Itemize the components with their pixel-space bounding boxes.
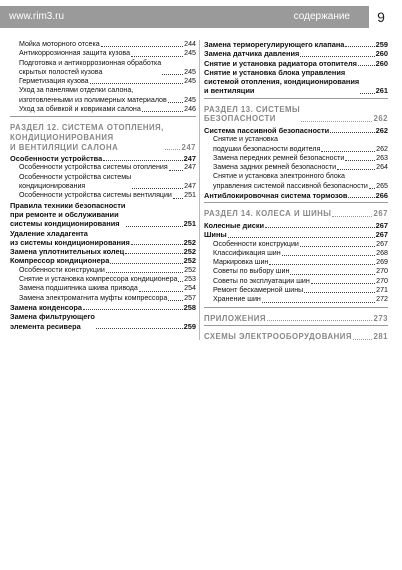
toc-page-number: 244 (184, 40, 196, 48)
toc-subentry[interactable] (10, 275, 196, 284)
toc-page-number: 254 (184, 284, 196, 293)
dot-leader (173, 198, 183, 199)
toc-subentry[interactable] (204, 154, 388, 163)
toc-page-number: 260 (375, 49, 388, 59)
toc-page-number: 253 (184, 275, 196, 284)
toc-entry-title: Мойка моторного отсека (19, 40, 100, 48)
toc-page-number: 262 (373, 114, 388, 124)
dot-leader (125, 253, 182, 254)
toc-page-number: 267 (375, 220, 388, 230)
toc-subentry[interactable] (204, 295, 388, 304)
toc-left-column (10, 40, 196, 331)
dot-leader (178, 281, 183, 282)
toc-entry-title: Замена передних ремней безопасности (213, 153, 345, 162)
dot-leader (300, 246, 375, 247)
toc-page-number: 263 (376, 153, 388, 162)
dot-leader (168, 300, 183, 301)
page-header (0, 6, 388, 28)
toc-entry-title: Классификация шин (213, 248, 281, 257)
toc-subentry[interactable] (204, 286, 388, 295)
toc-page-number: 267 (375, 230, 388, 240)
toc-page-number: 261 (375, 86, 388, 96)
toc-chapter-entry[interactable] (204, 191, 388, 200)
toc-section-heading[interactable] (204, 105, 388, 124)
toc-entry-title: Особенности устройства системы вентиляции (19, 191, 172, 200)
toc-page-number: 267 (376, 239, 388, 248)
toc-subentry[interactable] (204, 172, 388, 191)
dot-leader (301, 121, 372, 122)
toc-page-number: 245 (184, 67, 196, 76)
dot-leader (348, 197, 374, 198)
dot-leader (139, 291, 183, 292)
toc-entry-title: Снятие и установка блока управления системой отопления, кондиционирования и вентиляции (204, 67, 360, 96)
dot-leader (345, 160, 375, 161)
dot-leader (83, 309, 183, 310)
toc-page-number: 273 (373, 313, 388, 323)
toc-subentry[interactable] (204, 240, 388, 249)
toc-entry-title: Замена терморегулирующего клапана (204, 40, 345, 49)
toc-chapter-entry[interactable] (10, 229, 196, 248)
toc-page-number: 262 (375, 125, 388, 135)
toc-page-number: 264 (376, 163, 388, 172)
toc-entry-title: Замена уплотнительных колец (10, 247, 125, 257)
toc-subentry[interactable] (10, 105, 196, 114)
toc-entry-title: Шины (204, 230, 227, 240)
toc-entry-title: Колесные диски (204, 220, 265, 230)
toc-page-number: 272 (376, 295, 388, 304)
toc-subentry[interactable] (10, 49, 196, 58)
toc-section-heading[interactable] (204, 209, 388, 219)
toc-page-number: 247 (184, 163, 196, 172)
section-divider (10, 116, 196, 117)
toc-page-number: 267 (373, 209, 388, 219)
toc-subentry[interactable] (10, 173, 196, 192)
toc-chapter-entry[interactable] (10, 201, 196, 229)
toc-entry-title: Герметизация кузова (19, 77, 89, 86)
toc-page-number: 245 (184, 49, 196, 58)
toc-entry-title: Особенности конструкции (19, 265, 105, 274)
toc-entry-title: Особенности устройства (10, 154, 103, 164)
dot-leader (228, 237, 375, 238)
toc-chapter-entry[interactable] (204, 230, 388, 239)
toc-page-number: 252 (184, 265, 196, 274)
toc-entry-title: Замена подшипника шкива привода (19, 284, 138, 293)
dot-leader (311, 283, 375, 284)
toc-page-number: 252 (183, 237, 196, 247)
toc-subentry[interactable] (204, 258, 388, 267)
toc-subentry[interactable] (10, 191, 196, 200)
toc-entry-title: Подготовка и антикоррозионная обработка скрытых полостей кузова (19, 58, 162, 76)
section-divider (204, 307, 388, 308)
toc-chapter-entry[interactable] (10, 247, 196, 256)
toc-entry-title: Правила техники безопасности при ремонте и обслуживании системы кондиционирования (10, 200, 126, 229)
dot-leader (169, 170, 183, 171)
site-url: www.rim3.ru (9, 11, 65, 22)
toc-chapter-entry[interactable] (10, 256, 196, 265)
toc-chapter-entry[interactable] (204, 68, 388, 96)
dot-leader (101, 46, 183, 47)
toc-page-number: 252 (183, 256, 196, 266)
toc-page-number: 247 (181, 142, 196, 152)
toc-entry-title: Снятие и установка радиатора отопителя (204, 58, 357, 68)
toc-entry-title: Антикоррозионная защита кузова (19, 49, 131, 58)
toc-subentry[interactable] (10, 284, 196, 293)
dot-leader (358, 65, 375, 66)
toc-page-number: 251 (183, 219, 196, 229)
toc-page-number: 281 (373, 332, 388, 342)
toc-subentry[interactable] (10, 59, 196, 78)
toc-entry-title: Советы по выбору шин (213, 267, 290, 276)
toc-chapter-entry[interactable] (10, 303, 196, 312)
dot-leader (265, 227, 375, 228)
toc-entry-title: Замена датчика давления (204, 49, 300, 59)
dot-leader (106, 272, 183, 273)
toc-page-number: 260 (375, 58, 388, 68)
toc-subentry[interactable] (10, 266, 196, 275)
toc-entry-title: Снятие и установка подушки безопасности водителя (213, 135, 321, 153)
toc-entry-title: Снятие и установка компрессора кондиционера (19, 275, 178, 284)
toc-page-number: 258 (183, 302, 196, 312)
toc-page-number: 245 (184, 95, 196, 104)
dot-leader (321, 151, 375, 152)
toc-subentry[interactable] (204, 135, 388, 154)
dot-leader (269, 264, 375, 265)
toc-entry-title: Система пассивной безопасности (204, 125, 330, 135)
toc-entry-title: РАЗДЕЛ 13. СИСТЕМЫ БЕЗОПАСНОСТИ (204, 104, 301, 124)
toc-subentry[interactable] (10, 163, 196, 172)
dot-leader (369, 188, 375, 189)
toc-page-number: 270 (376, 267, 388, 276)
toc-entry-title: Компрессор кондиционера (10, 256, 110, 266)
toc-subentry[interactable] (10, 77, 196, 86)
column-divider (199, 40, 200, 340)
toc-page-number: 245 (184, 77, 196, 86)
dot-leader (126, 226, 182, 227)
toc-entry-title: Особенности устройства системы отопления (19, 163, 168, 172)
toc-entry-title: Антиблокировочная система тормозов (204, 191, 348, 201)
toc-chapter-entry[interactable] (204, 221, 388, 230)
toc-entry-title: Уход за панелями отделки салона, изготовленными из полимерных материалов (19, 86, 167, 104)
dot-leader (353, 339, 373, 340)
toc-chapter-entry[interactable] (10, 312, 196, 331)
toc-entry-title: Уход за обивкой и ковриками салона (19, 105, 141, 114)
toc-section-heading[interactable] (10, 123, 196, 152)
dot-leader (142, 111, 183, 112)
toc-subentry[interactable] (10, 40, 196, 49)
toc-page-number: 252 (183, 247, 196, 257)
toc-entry-title: ПРИЛОЖЕНИЯ (204, 313, 266, 323)
toc-entry-title: Особенности устройства системы кондиционирования (19, 172, 132, 191)
toc-entry-title: Замена фильтрующего элемента ресивера (10, 312, 95, 331)
dot-leader (165, 149, 181, 150)
dot-leader (103, 160, 182, 161)
toc-subentry[interactable] (204, 163, 388, 172)
toc-section-heading[interactable] (204, 314, 388, 324)
toc-chapter-entry[interactable] (204, 49, 388, 58)
toc-page-number: 266 (375, 191, 388, 201)
dot-leader (132, 188, 183, 189)
toc-entry-title: Замена конденсора (10, 302, 83, 312)
dot-leader (330, 132, 375, 133)
dot-leader (96, 328, 183, 329)
toc-entry-title: Особенности конструкции (213, 239, 299, 248)
toc-chapter-entry[interactable] (204, 59, 388, 68)
toc-entry-title: Советы по эксплуатации шин (213, 276, 310, 285)
dot-leader (300, 56, 374, 57)
page-number: 9 (369, 6, 393, 28)
toc-subentry[interactable] (10, 86, 196, 105)
toc-entry-title: Удаление хладагента из системы кондиционирования (10, 228, 130, 247)
toc-entry-title: Ремонт бескамерной шины (213, 286, 304, 295)
toc-page-number: 257 (184, 293, 196, 302)
toc-page-number: 262 (376, 144, 388, 153)
toc-entry-title: Замена электромагнита муфты компрессора (19, 293, 168, 302)
toc-page-number: 271 (376, 286, 388, 295)
dot-leader (90, 83, 184, 84)
toc-entry-title: Маркировка шин (213, 258, 269, 267)
dot-leader (162, 74, 183, 75)
toc-page-number: 247 (184, 182, 196, 191)
toc-page-number: 269 (376, 258, 388, 267)
section-divider (204, 325, 388, 326)
dot-leader (262, 302, 375, 303)
toc-entry-title: РАЗДЕЛ 14. КОЛЕСА И ШИНЫ (204, 209, 332, 219)
toc-entry-title: Хранение шин (213, 295, 261, 304)
dot-leader (360, 93, 374, 94)
toc-entry-title: Снятие и установка электронного блока управления системой пассивной безопасности (213, 172, 368, 190)
toc-page-number: 247 (183, 154, 196, 164)
section-divider (204, 202, 388, 203)
dot-leader (267, 320, 373, 321)
dot-leader (345, 46, 374, 47)
dot-leader (131, 244, 183, 245)
toc-page-number: 246 (184, 105, 196, 114)
toc-page-number: 270 (376, 276, 388, 285)
dot-leader (131, 56, 183, 57)
toc-subentry[interactable] (204, 277, 388, 286)
toc-subentry[interactable] (204, 249, 388, 258)
toc-page-number: 251 (184, 191, 196, 200)
toc-chapter-entry[interactable] (204, 40, 388, 49)
dot-leader (168, 102, 183, 103)
toc-page-number: 259 (183, 321, 196, 331)
toc-entry-title: СХЕМЫ ЭЛЕКТРООБОРУДОВАНИЯ (204, 332, 352, 342)
toc-right-column (204, 40, 388, 344)
header-title: содержание (293, 11, 350, 22)
toc-entry-title: Замена задних ремней безопасности (213, 163, 337, 172)
toc-chapter-entry[interactable] (10, 154, 196, 163)
dot-leader (337, 169, 375, 170)
dot-leader (304, 292, 375, 293)
toc-page-number: 268 (376, 248, 388, 257)
section-divider (204, 98, 388, 99)
dot-leader (332, 216, 372, 217)
toc-entry-title: РАЗДЕЛ 12. СИСТЕМА ОТОПЛЕНИЯ, КОНДИЦИОНИРОВАНИЯ И ВЕНТИЛЯЦИИ САЛОНА (10, 123, 164, 152)
toc-section-heading[interactable] (204, 332, 388, 342)
dot-leader (110, 263, 182, 264)
toc-page-number: 265 (376, 181, 388, 190)
dot-leader (290, 274, 375, 275)
toc-page-number: 259 (375, 40, 388, 49)
toc-chapter-entry[interactable] (204, 126, 388, 135)
toc-subentry[interactable] (10, 294, 196, 303)
dot-leader (282, 255, 375, 256)
toc-subentry[interactable] (204, 267, 388, 276)
